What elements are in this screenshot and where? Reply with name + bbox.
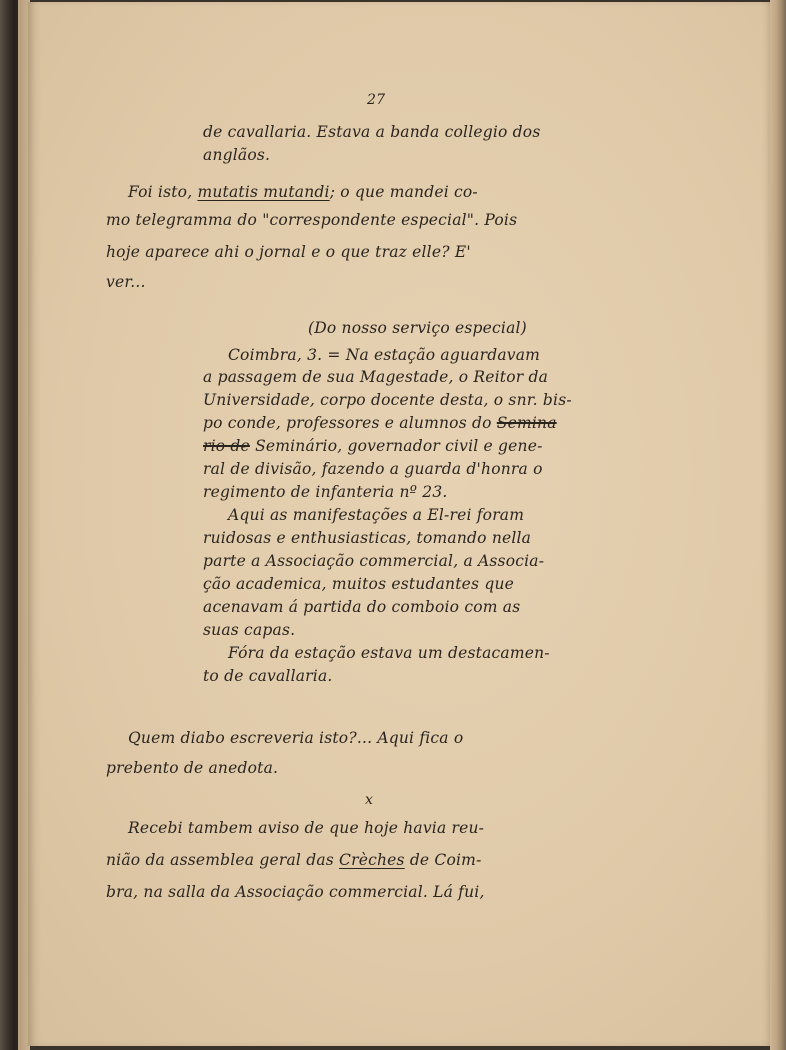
struck-word-2: rio de [203, 437, 250, 455]
quote-line-14: Fóra da estação estava um destacamen- [228, 644, 550, 662]
page-number: 27 [367, 92, 386, 108]
text-line-1: de cavallaria. Estava a banda collegio dos [203, 123, 541, 141]
quote-heading: (Do nosso serviço especial) [308, 319, 527, 337]
quote-line-12: acenavam á partida do comboio com as [203, 598, 521, 616]
quote-line-7: regimento de infanteria nº 23. [203, 483, 448, 501]
quote-line-15: to de cavallaria. [203, 667, 333, 685]
text-line-2: anglãos. [203, 146, 271, 164]
text-line-6: ver... [106, 273, 146, 291]
text-line-9: Recebi tambem aviso de que hoje havia reu- [128, 819, 485, 837]
struck-word: Semina [496, 414, 557, 432]
text-line-3-start: Foi isto, [128, 183, 198, 201]
text-line-11: bra, na salla da Associação commercial. Lá fui, [106, 883, 485, 901]
manuscript-page [28, 2, 770, 1046]
text-line-4: mo telegramma do "correspondente especial". Pois [106, 211, 518, 229]
text-line-7: Quem diabo escreveria isto?... Aqui fica o [128, 729, 464, 747]
quote-line-1: Coimbra, 3. = Na estação aguardavam [228, 346, 541, 364]
quote-line-13: suas capas. [203, 621, 296, 639]
text-line-10 [106, 852, 482, 870]
text-line-10-end: de Coim- [404, 851, 482, 869]
quote-line-9: ruidosas e enthusiasticas, tomando nella [203, 529, 532, 547]
quote-line-4 [203, 415, 557, 433]
quote-line-2: a passagem de sua Magestade, o Reitor da [203, 368, 549, 386]
underlined-word: Crèches [339, 851, 405, 869]
section-separator: x [365, 792, 374, 808]
quote-line-6: ral de divisão, fazendo a guarda d'honra o [203, 460, 543, 478]
quote-line-11: ção academica, muitos estudantes que [203, 575, 514, 593]
text-line-8: prebento de anedota. [106, 759, 279, 777]
quote-line-10: parte a Associação commercial, a Associa- [203, 552, 545, 570]
text-line-3 [128, 184, 478, 202]
quote-line-5 [203, 438, 543, 456]
quote-line-8: Aqui as manifestações a El-rei foram [228, 506, 525, 524]
quote-line-3: Universidade, corpo docente desta, o snr. bis- [203, 391, 572, 409]
page-right-edge [770, 0, 786, 1050]
text-line-3-end: ; o que mandei co- [329, 183, 478, 201]
text-line-5: hoje aparece ahi o jornal e o que traz elle? E' [106, 243, 471, 261]
underlined-phrase: mutatis mutandi [197, 183, 330, 201]
quote-line-5-text: Seminário, governador civil e gene- [255, 437, 543, 455]
quote-line-4-text: po conde, professores e alumnos do [203, 414, 492, 432]
text-line-10-start: nião da assemblea geral das [106, 851, 340, 869]
